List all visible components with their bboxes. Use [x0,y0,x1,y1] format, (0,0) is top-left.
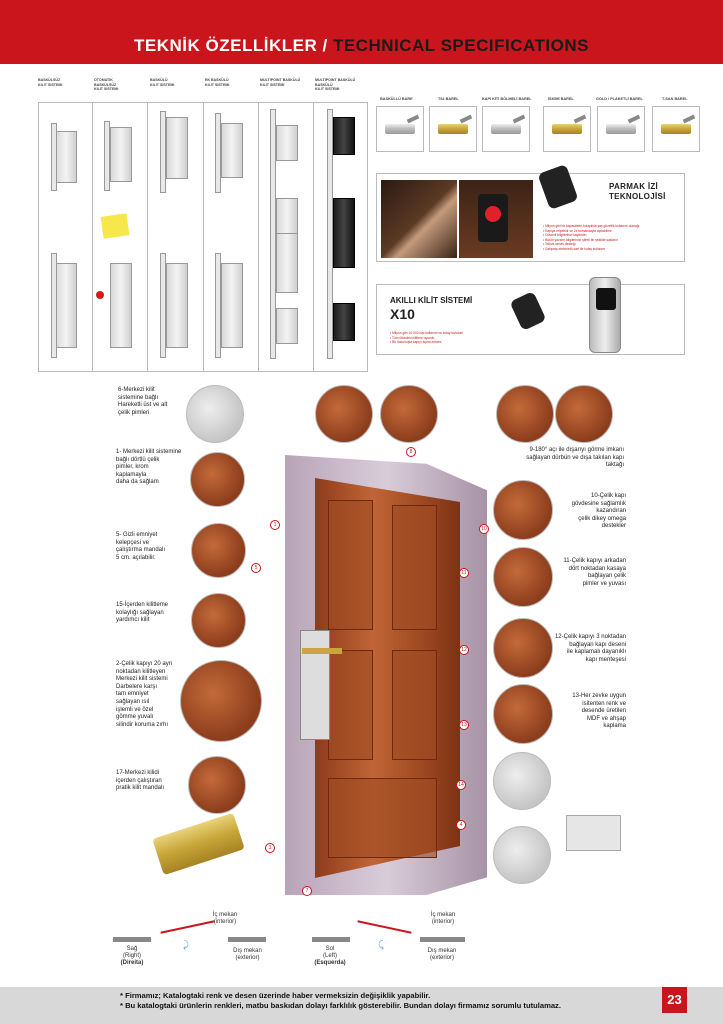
cylinder-icon [385,124,415,134]
swing-arrow-icon: ⤹ [378,940,384,951]
exterior-label: Dış mekan [427,948,457,954]
detail-circle-1 [190,452,245,507]
detail-circle-top-b [380,385,438,443]
header-banner [0,0,723,64]
left-door-wall-left [312,937,350,942]
key-icon [628,115,641,124]
right-door-wall-left [113,937,151,942]
cylinder-image-2 [429,106,477,152]
door-panel [328,650,373,760]
detail-circle-15 [191,593,246,648]
lock-faceplate [327,109,333,359]
callout-5: 5- Gizli emniyet kelepçesi ve çalıştırma mandalı 5 cm. açılabilir. [116,532,166,561]
lock-faceplate [104,121,110,191]
page-title [0,36,723,56]
interior-label: İç mekan [430,912,456,918]
right-label [112,946,152,967]
left-side-en: (Left) [322,953,337,959]
callout-6: 6-Merkezi kilit sistemine bağlı Hareketli üst ve alt çelik pimleri [118,387,168,416]
callout-17: 17-Merkezi kilidi içerden çalıştıran pratik kilit mandalı [116,770,165,792]
cylinder-icon [661,124,691,134]
door-panel [392,650,437,760]
cylinder-label-2: T64 BAREL [438,97,459,101]
lock-faceplate [215,253,221,358]
left-exterior-label [412,948,472,962]
smart-lock-title: AKILLI KİLİT SİSTEMİ [390,296,473,305]
fingerprint-feature: • Gelişmiş elektronik kart ile kolay kullanım [543,246,606,251]
cylinder-icon [491,124,521,134]
lock-image [166,263,188,348]
exterior-label-en: (exterior) [429,955,454,961]
lock-image [276,308,298,344]
left-door-wall-right [420,937,465,942]
title-separator: / [322,36,328,55]
lock-label-6: MULTIPOINT BASKÜLÜ BASKÜLÜ KILIT SISTEMI [315,78,356,91]
lock-image [333,303,355,341]
cylinder-label-1: BASKÜLLÜ BARE [380,97,413,101]
lock-label-2: OTOMATIK BASKÜLSÜZ KILIT SISTEMI [94,78,119,91]
fingerprint-title-line1: PARMAK İZİ [609,182,659,191]
left-side-label: Sol [325,946,335,952]
lock-image [110,263,132,348]
smart-lock-feature: • Bir dokunuşla kapıyı açma imkanı [390,340,442,344]
lock-faceplate [270,109,276,359]
key-icon [513,115,526,124]
smart-lock-features [390,331,463,345]
cylinder-lock-icon [152,813,245,875]
lock-label-1: BASKÜLSÜZ KILIT SISTEMI [38,78,63,87]
lock-systems-panel [38,102,368,372]
marker-10: 10 [479,524,489,534]
lock-column-3 [150,103,204,371]
right-side-en: (Right) [122,953,141,959]
fingerprint-feature: • Milyon gibi bir kapasitede kolaylıkla yaş güzellik kullanım olanağı [543,224,640,228]
lock-image [333,117,355,155]
fingerprint-technology-box [376,173,685,262]
cylinder-image-4 [543,106,591,152]
lock-image [221,123,243,178]
detail-circle-13 [493,684,553,744]
key-icon [574,115,587,124]
callout-15: 15-İçerden kilitleme kolaylığı sağlayan yardımcı kilit [116,602,169,624]
fingerprint-features [543,224,639,251]
cylinder-image-1 [376,106,424,152]
cylinder-icon [438,124,468,134]
door-panel [328,778,437,858]
page-number: 23 [662,987,687,1013]
fingerprint-feature: • Bütün yazılım bilgilerinizi şifreli bir şekilde saklanır [543,237,618,242]
cylinder-image-3 [482,106,530,152]
cylinder-image-5 [597,106,645,152]
lock-image [276,125,298,161]
marker-13: 13 [459,720,469,730]
fingerprint-feature: • Güvenli bilgilerinizi kaydedin [543,233,587,237]
detail-circle-6 [186,385,244,443]
marker-4: 4 [456,820,466,830]
detail-circle-knocker [555,385,613,443]
footer-bar [0,987,723,1024]
lock-image [166,117,188,179]
right-exterior-label [220,948,275,962]
detail-circle-peephole [496,385,554,443]
swing-arrow-icon: ⤸ [183,940,189,951]
lock-mechanism [300,630,330,740]
lock-image [110,127,132,182]
smart-lock-box [376,284,685,355]
key-icon [407,115,420,124]
detail-circle-5 [191,523,246,578]
hinge-detail-image [566,815,621,851]
detail-circle-top-a [315,385,373,443]
footer-disclaimer [120,991,561,1011]
exterior-label-en: (exterior) [235,955,260,961]
key-icon [683,115,696,124]
marker-14: 14 [456,780,466,790]
lock-image [55,263,77,348]
fingerprint-feature: • Teknik servis desteği [543,242,576,246]
door-handle-icon [302,648,342,654]
cylinder-label-5: GOLD / PLAKETLİ BAREL [596,97,643,101]
smart-lock-device-icon [589,277,621,353]
fingerprint-feature: • Kapıya erişebilir ve 2x kumandayla açılabilme [543,228,612,233]
marker-12: 12 [459,645,469,655]
left-side-other: (Esquerda) [314,960,346,966]
detail-circle-10 [493,480,553,540]
detail-circle-17 [188,756,246,814]
lock-column-6 [315,103,369,371]
cylinder-icon [552,124,582,134]
lock-column-1 [39,103,93,371]
marker-11: 11 [459,568,469,578]
callout-10: 10-Çelik kapı gövdesine sağlamlık kazandıran çelik dikey omega destekler [571,493,626,530]
title-english: TECHNICAL SPECIFICATIONS [332,36,589,55]
callout-9: 9-180° açı ile dışarıyı görme imkanı sağlayan dürbün ve dışa takılan kapı taktağı [526,447,624,469]
remote-key-icon [509,291,546,331]
title-turkish: TEKNİK ÖZELLİKLER [134,36,318,55]
right-interior-label [200,912,250,926]
left-label [305,946,355,967]
exterior-label: Dış mekan [233,948,262,954]
right-side-label: Sağ [126,946,138,952]
marker-7: 7 [302,886,312,896]
marker-8: 8 [406,447,416,457]
fingerprint-dot-icon [485,206,501,222]
cylinder-label-4: İSKİMİ BAREL [548,97,574,101]
lock-image [276,198,298,234]
door-panel [392,505,437,630]
detail-circle-threshold [493,826,551,884]
lock-image [333,198,355,268]
cylinder-image-6 [652,106,700,152]
disclaimer-line-1: * Firmamız; Katalogtaki renk ve desen üzerinde haber vermeksizin değişiklik yapabilir. [120,991,431,1000]
key-icon [460,115,473,124]
marker-3: 3 [265,843,275,853]
cylinder-icon [606,124,636,134]
lock-image [55,131,77,183]
lock-faceplate [160,111,166,193]
interior-label-en: (interior) [213,919,237,925]
lock-label-3: BASKÜLÜ KILIT SISTEMI [150,78,175,87]
interior-label: İç mekan [212,912,238,918]
callout-1: 1- Merkezi kilit sistemine bağlı dörtlü çelik pimler, krom kaplamayla daha da sağlam [116,449,182,486]
detail-circle-2 [180,660,262,742]
lock-label-4: EK BASKÜLÜ KILIT SISTEMI [205,78,230,87]
finger-photo [381,180,457,258]
callout-13: 13-Her zevke uygun isitenten renk ve desende üretilen MDF ve ahşap kaplama [572,693,626,730]
lock-label-5: MULTIPOINT BASKÜLÜ KILIT SISTEMI [260,78,301,87]
lock-faceplate [160,253,166,358]
detail-circle-11 [493,547,553,607]
door-panel [328,500,373,630]
disclaimer-line-2: * Bu katalogtaki ürünlerin renkleri, matbu baskıdan dolayı farklılık gösterebilir. Bundan dolayı firmamız sorumlu tutulamaz. [120,1001,561,1010]
lock-faceplate [51,253,57,358]
callout-12: 12-Çelik kapıyı 3 noktadan bağlayan kapı deseni ile kaplamalı dayanıklı kapı menteşesi [554,634,626,663]
marker-1: 1 [270,520,280,530]
marker-5: 5 [251,563,261,573]
lock-faceplate [215,113,221,193]
lock-column-4 [205,103,259,371]
lock-faceplate [51,123,57,191]
interior-label-en: (interior) [431,919,455,925]
fingerprint-title-line2: TEKNOLOJİSİ [609,192,666,201]
smart-lock-feature: • Tüm ülkedeki kilitlere uyumlu [390,335,435,340]
lock-image [276,233,298,293]
smart-lock-model: X10 [390,306,415,322]
left-interior-label [418,912,468,926]
cylinder-label-3: KAPI KİTİ BÖLMELİ BAREL [482,97,532,101]
detail-circle-stopper [493,752,551,810]
lock-column-2 [94,103,148,371]
red-marker-icon [96,291,104,299]
remote-control-icon [537,164,578,210]
callout-11: 11-Çelik kapıyı arkadan dört noktadan kasaya bağlayan çelik pimler ve yuvası [563,558,626,587]
device-screen [596,288,616,310]
sticky-note-icon [101,213,130,238]
right-side-other: (Direita) [120,960,144,966]
left-door-swing [357,920,411,933]
fingerprint-title [609,182,666,202]
lock-column-5 [260,103,314,371]
cylinder-label-6: T-SAN BAREL [662,97,688,101]
callout-2: 2-Çelik kapıyı 20 ayrı noktadan kilitleyen Merkezi kilit sistemi Darbelere karşı tam emniyet sağlayan ısıl işlemli ve özel gömme yuvalı silindir koruma zırhı [116,661,173,728]
smart-lock-feature: • Milyon gibi 10.000 kişi kullanım ve kolay kurulum [390,331,464,335]
right-door-wall-right [228,937,266,942]
lock-image [221,263,243,348]
fingerprint-reader-icon [478,194,508,242]
